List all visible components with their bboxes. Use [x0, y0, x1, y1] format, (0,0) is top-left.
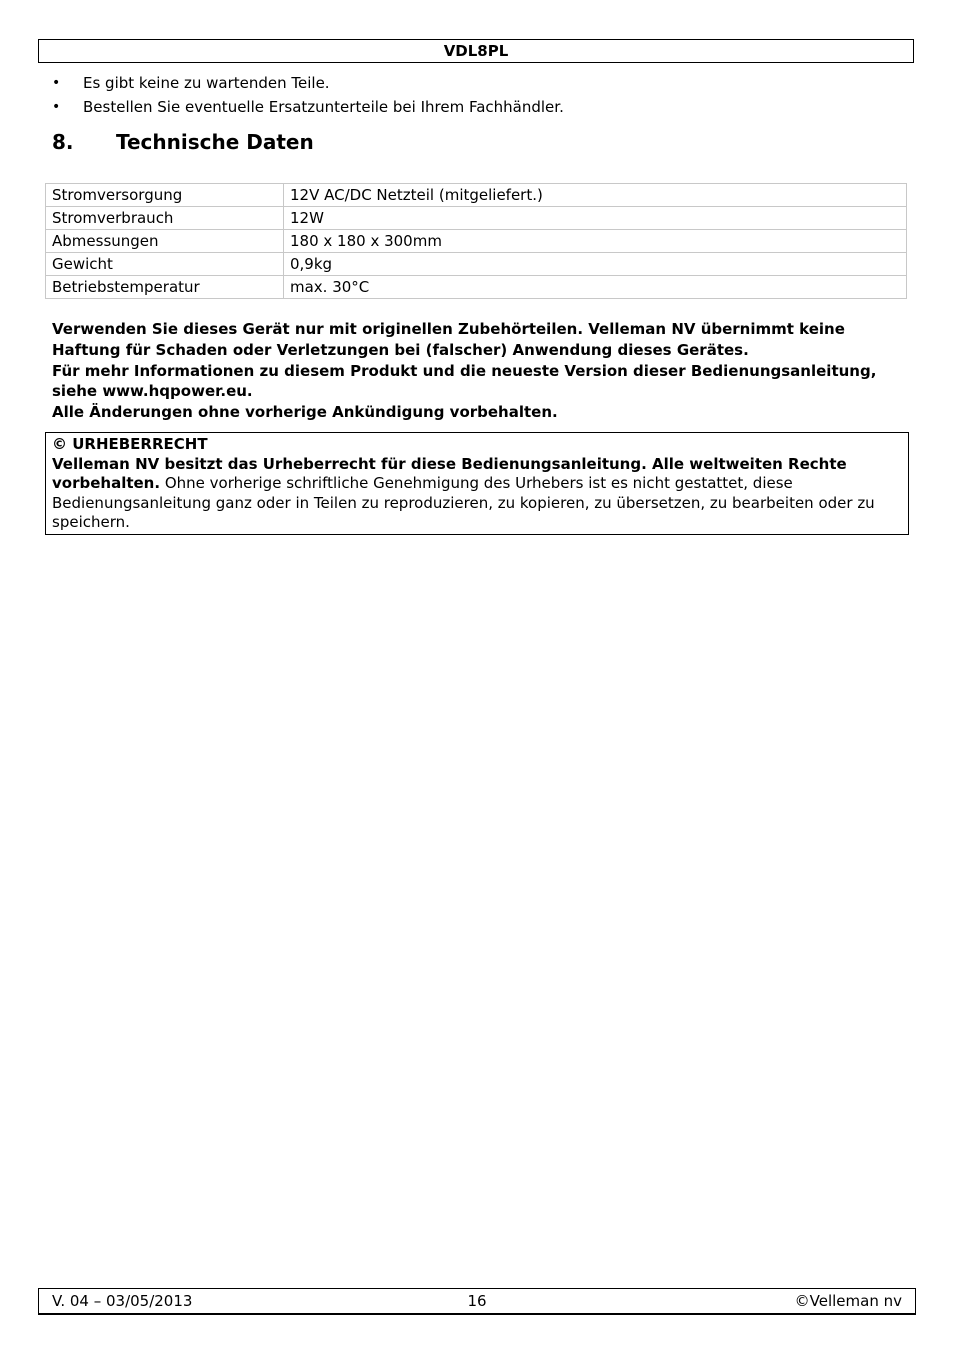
specs-table	[45, 183, 907, 299]
spec-label: Gewicht	[46, 253, 284, 276]
copyright-title: © URHEBERRECHT	[52, 435, 208, 453]
copyright-body	[52, 455, 902, 533]
spec-value: 180 x 180 x 300mm	[284, 230, 907, 253]
page-number: 16	[467, 1292, 487, 1310]
table-row	[46, 276, 907, 299]
section-heading	[52, 129, 314, 155]
spec-label: Abmessungen	[46, 230, 284, 253]
notice-changes: Alle Änderungen ohne vorherige Ankündigung vorbehalten.	[52, 403, 558, 422]
section-number: 8.	[52, 130, 74, 154]
company-copyright: ©Velleman nv	[794, 1292, 902, 1310]
spec-label: Stromverbrauch	[46, 207, 284, 230]
copyright-normal-text: Ohne vorherige schriftliche Genehmigung des Urhebers ist es nicht gestattet, diese Bedienungsanleitung ganz oder in Teilen zu reproduzieren, zu kopieren, zu übersetzen, zu bearbeiten oder zu speichern.	[52, 474, 875, 531]
version-date: V. 04 – 03/05/2013	[52, 1292, 193, 1310]
list-item	[52, 96, 564, 120]
table-row	[46, 207, 907, 230]
copyright-bold-text: Velleman NV besitzt das Urheberrecht für diese Bedienungsanleitung. Alle weltweiten Rechte vorbehalten.	[52, 454, 847, 492]
spec-value: 12V AC/DC Netzteil (mitgeliefert.)	[284, 184, 907, 207]
table-row	[46, 184, 907, 207]
spec-label: Stromversorgung	[46, 184, 284, 207]
page-footer	[38, 1288, 916, 1315]
page-header	[38, 39, 914, 63]
spec-value: 0,9kg	[284, 253, 907, 276]
notice-more-info: Für mehr Informationen zu diesem Produkt und die neueste Version dieser Bedienungsanleitung, siehe www.hqpower.eu.	[52, 361, 877, 401]
list-item-text: Bestellen Sie eventuelle Ersatzunterteile bei Ihrem Fachhändler.	[83, 98, 564, 116]
bullet-icon: •	[52, 75, 61, 91]
usage-notice	[52, 319, 902, 423]
notice-liability: Verwenden Sie dieses Gerät nur mit originellen Zubehörteilen. Velleman NV übernimmt keine Haftung für Schaden oder Verletzungen bei (falscher) Anwendung dieses Gerätes.	[52, 320, 845, 359]
bullet-icon: •	[52, 99, 61, 115]
maintenance-list	[52, 72, 564, 120]
copyright-box	[45, 432, 909, 535]
spec-value: max. 30°C	[284, 276, 907, 299]
spec-label: Betriebstemperatur	[46, 276, 284, 299]
list-item	[52, 72, 564, 96]
section-title: Technische Daten	[116, 130, 314, 154]
model-name: VDL8PL	[443, 42, 509, 60]
spec-value: 12W	[284, 207, 907, 230]
table-row	[46, 230, 907, 253]
list-item-text: Es gibt keine zu wartenden Teile.	[83, 74, 330, 92]
table-row	[46, 253, 907, 276]
